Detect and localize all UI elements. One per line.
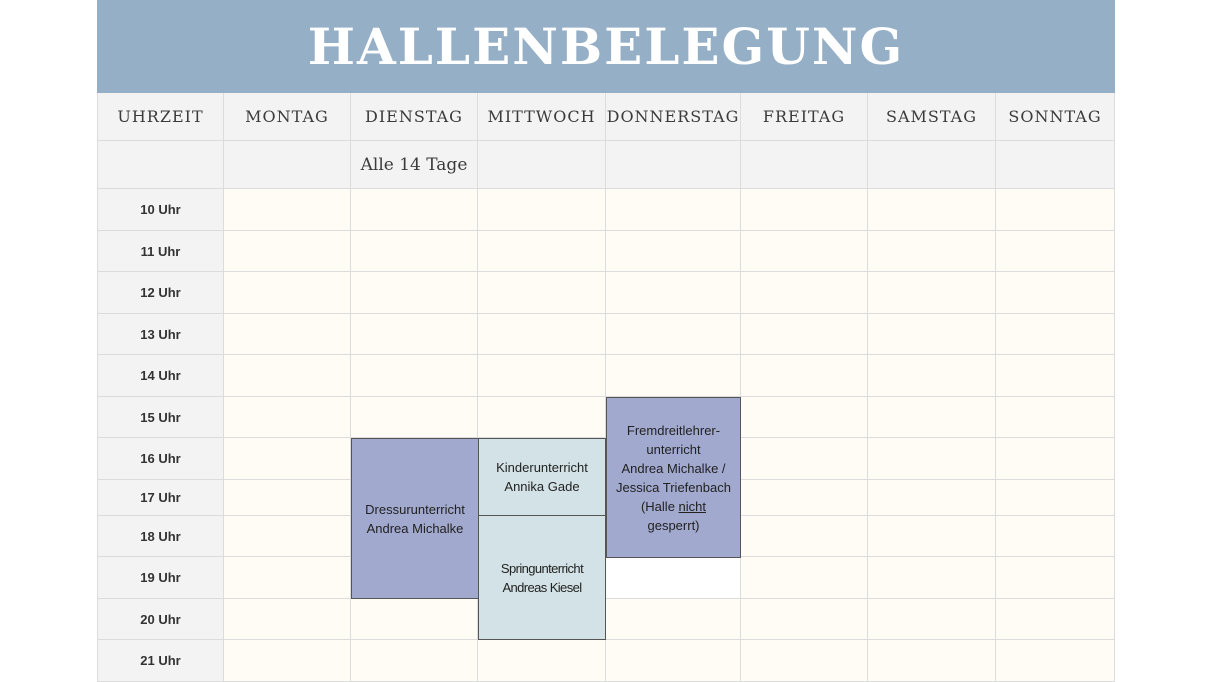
schedule-slot	[224, 599, 351, 640]
column-header-samstag: SAMSTAG	[868, 93, 996, 141]
schedule-slot	[224, 272, 351, 314]
event-instructor: Andrea Michalke	[366, 520, 464, 536]
schedule-slot	[224, 480, 351, 516]
schedule-slot	[741, 272, 868, 314]
event-title: Kinderunterricht	[496, 460, 588, 475]
schedule-slot	[741, 189, 868, 231]
schedule-slot	[606, 231, 741, 272]
page-title: HALLENBELEGUNG	[307, 17, 905, 76]
schedule-slot	[996, 272, 1115, 314]
schedule-slot	[224, 231, 351, 272]
event-instructor-2: Jessica Triefenbach	[616, 479, 731, 495]
schedule-slot	[868, 355, 996, 397]
time-label: 16 Uhr	[97, 438, 224, 480]
time-label: 13 Uhr	[97, 314, 224, 355]
time-label: 11 Uhr	[97, 231, 224, 272]
schedule-slot	[996, 438, 1115, 480]
schedule-slot	[996, 231, 1115, 272]
schedule-slot	[351, 231, 478, 272]
schedule-slot	[606, 599, 741, 640]
schedule-slot	[741, 640, 868, 682]
schedule-slot	[996, 480, 1115, 516]
schedule-slot	[478, 355, 606, 397]
schedule-slot	[868, 231, 996, 272]
schedule-slot	[741, 355, 868, 397]
schedule-slot	[606, 314, 741, 355]
column-header-sonntag: SONNTAG	[996, 93, 1115, 141]
schedule-slot	[351, 189, 478, 231]
schedule-slot	[741, 516, 868, 557]
schedule-slot	[351, 599, 478, 640]
time-label: 14 Uhr	[97, 355, 224, 397]
schedule-slot	[868, 438, 996, 480]
schedule-slot	[478, 640, 606, 682]
schedule-slot	[868, 599, 996, 640]
schedule-slot	[741, 314, 868, 355]
schedule-slot	[996, 314, 1115, 355]
note-cell	[741, 141, 868, 189]
column-header-freitag: FREITAG	[741, 93, 868, 141]
time-label: 21 Uhr	[97, 640, 224, 682]
schedule-slot	[351, 355, 478, 397]
schedule-slot	[478, 231, 606, 272]
schedule-slot	[478, 272, 606, 314]
note-cell	[97, 141, 224, 189]
time-label: 15 Uhr	[97, 397, 224, 438]
event-fremdreitlehrerunterricht	[606, 397, 741, 558]
note-cell	[996, 141, 1115, 189]
schedule-slot	[224, 438, 351, 480]
schedule-slot	[224, 557, 351, 599]
schedule-slot	[478, 189, 606, 231]
schedule-slot	[351, 272, 478, 314]
schedule-slot	[351, 314, 478, 355]
note-dienstag: Alle 14 Tage	[351, 141, 478, 189]
schedule-slot	[224, 355, 351, 397]
column-header-uhrzeit: UHRZEIT	[97, 93, 224, 141]
note-cell	[868, 141, 996, 189]
schedule-slot	[868, 272, 996, 314]
event-title-cont: unterricht	[646, 441, 701, 457]
note-cell	[224, 141, 351, 189]
schedule-slot	[868, 557, 996, 599]
schedule-slot	[351, 397, 478, 438]
schedule-slot	[478, 397, 606, 438]
event-dressurunterricht	[351, 438, 479, 599]
event-note-end: gesperrt)	[647, 517, 700, 533]
schedule-slot	[224, 516, 351, 557]
schedule-slot	[606, 640, 741, 682]
time-label: 12 Uhr	[97, 272, 224, 314]
schedule-slot	[224, 189, 351, 231]
column-header-dienstag: DIENSTAG	[351, 93, 478, 141]
column-header-donnerstag: DONNERSTAG	[606, 93, 741, 141]
schedule-slot	[741, 397, 868, 438]
schedule-slot	[868, 480, 996, 516]
schedule-slot	[741, 599, 868, 640]
schedule-slot	[606, 355, 741, 397]
event-note	[641, 497, 706, 516]
schedule-slot	[868, 189, 996, 231]
note-cell	[478, 141, 606, 189]
event-instructor: Andrea Michalke /	[621, 460, 726, 476]
schedule-slot	[224, 640, 351, 682]
schedule-slot	[606, 189, 741, 231]
time-label: 10 Uhr	[97, 189, 224, 231]
time-label: 17 Uhr	[97, 480, 224, 516]
event-note-emphasis: nicht	[678, 498, 707, 514]
schedule-slot	[996, 599, 1115, 640]
schedule-slot	[351, 640, 478, 682]
event-title: Fremdreitlehrer-	[626, 422, 721, 438]
schedule-slot	[996, 516, 1115, 557]
event-springunterricht	[478, 515, 606, 640]
empty-slot	[607, 558, 740, 598]
schedule-slot	[996, 189, 1115, 231]
schedule-slot	[224, 397, 351, 438]
time-label: 19 Uhr	[97, 557, 224, 599]
schedule-slot	[996, 557, 1115, 599]
schedule-slot	[996, 355, 1115, 397]
event-instructor: Annika Gade	[504, 479, 580, 494]
schedule-slot	[868, 397, 996, 438]
note-cell	[606, 141, 741, 189]
event-kinderunterricht	[478, 438, 606, 516]
schedule-slot	[478, 314, 606, 355]
schedule-slot	[741, 480, 868, 516]
column-header-montag: MONTAG	[224, 93, 351, 141]
time-label: 18 Uhr	[97, 516, 224, 557]
time-label: 20 Uhr	[97, 599, 224, 640]
event-title: Springunterricht	[500, 560, 584, 576]
schedule-slot	[996, 640, 1115, 682]
schedule-slot	[741, 231, 868, 272]
schedule-slot	[996, 397, 1115, 438]
event-title: Dressurunterricht	[365, 501, 465, 517]
schedule-slot	[224, 314, 351, 355]
schedule-slot	[606, 272, 741, 314]
schedule-slot	[741, 438, 868, 480]
schedule-sheet	[97, 0, 1115, 682]
event-note-text: (Halle	[640, 498, 679, 514]
schedule-slot	[868, 640, 996, 682]
event-instructor: Andreas Kiesel	[502, 579, 582, 595]
column-header-mittwoch: MITTWOCH	[478, 93, 606, 141]
schedule-slot	[741, 557, 868, 599]
schedule-slot	[868, 314, 996, 355]
schedule-slot	[868, 516, 996, 557]
title-bar	[97, 0, 1115, 93]
